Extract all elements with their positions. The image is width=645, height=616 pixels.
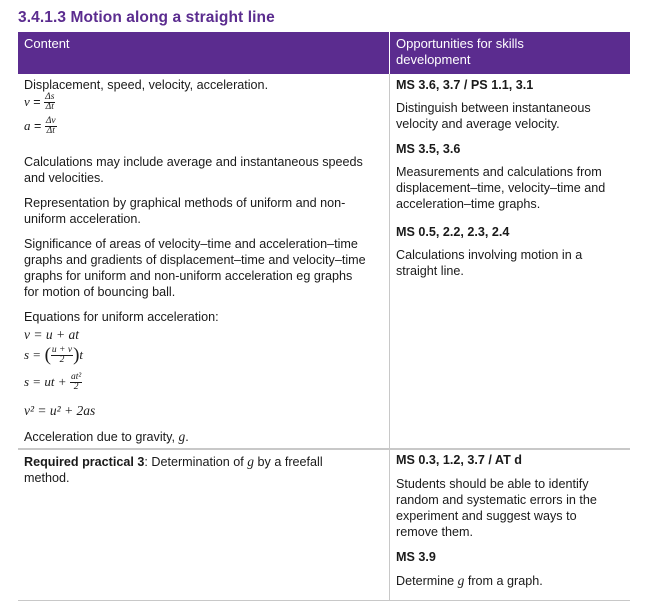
intro-text: Displacement, speed, velocity, acceleration.: [24, 78, 269, 92]
fraction: $\frac{\text{at²}}{2}$: [70, 372, 82, 392]
skills-description: Measurements and calculations from displacement–time, velocity–time and acceleration–time graphs.: [396, 165, 606, 211]
table-header: [18, 32, 630, 74]
skills-description: Calculations involving motion in a straight line.: [396, 248, 583, 278]
skills-code: MS 3.6, 3.7 / PS 1.1, 3.1: [396, 78, 534, 92]
header-content-label: Content: [24, 36, 70, 51]
header-skills: [390, 32, 630, 74]
required-practical-text: Required practical 3: Determination of g by a freefall method.: [24, 454, 323, 485]
equation-a: a = $\frac{\Delta v}{\Delta t}$: [24, 116, 56, 136]
skills-code: MS 3.5, 3.6: [396, 142, 461, 156]
equations-heading: Equations for uniform acceleration:: [24, 310, 219, 324]
gravity-text: Acceleration due to gravity, g.: [24, 429, 189, 444]
table-row: [18, 448, 630, 601]
equation-v: v = $\frac{\Delta s}{\Delta t}$: [24, 92, 55, 112]
skills-code: MS 0.3, 1.2, 3.7 / AT d: [396, 453, 522, 467]
header-skills-line1: Opportunities for skills: [396, 36, 524, 51]
equation-suvat-4: v² = u² + 2as: [24, 403, 96, 418]
header-skills-line2: development: [396, 52, 471, 67]
fraction: $\frac{u + v}{2}$: [51, 345, 73, 365]
skills-description: Distinguish between instantaneous velocity and average velocity.: [396, 101, 591, 131]
significance-text: Significance of areas of velocity–time and acceleration–time graphs and gradients of displacement–time and velocity–time graphs for uniform and non-uniform acceleration eg graphs for motion of bouncing ball.: [24, 237, 366, 299]
skills-description: Students should be able to identify random and systematic errors in the experiment and suggest ways to remove them.: [396, 477, 597, 539]
fraction: $\frac{\Delta v}{\Delta t}$: [45, 116, 56, 136]
header-content: [18, 32, 390, 74]
equation-suvat-3: s = ut + $\frac{\text{at²}}{2}$: [24, 372, 82, 392]
skills-description: Determine g from a graph.: [396, 573, 543, 588]
calculations-text: Calculations may include average and instantaneous speeds and velocities.: [24, 155, 363, 185]
skills-code: MS 0.5, 2.2, 2.3, 2.4: [396, 225, 510, 239]
row2-content-cell: [18, 450, 390, 600]
equation-suvat-2: s = ( $\frac{u + v}{2}$ )t: [24, 344, 84, 366]
row1-content-cell: [18, 74, 390, 448]
skills-code: MS 3.9: [396, 550, 436, 564]
row1-skills-cell: [390, 74, 630, 448]
section-title: 3.4.1.3 Motion along a straight line: [18, 9, 275, 26]
row2-skills-cell: [390, 450, 630, 600]
equation-suvat-1: v = u + at: [24, 327, 79, 342]
specification-table: [18, 32, 630, 601]
representation-text: Representation by graphical methods of uniform and non- uniform acceleration.: [24, 196, 346, 226]
fraction: $\frac{\Delta s}{\Delta t}$: [45, 92, 55, 112]
table-row: [18, 74, 630, 448]
